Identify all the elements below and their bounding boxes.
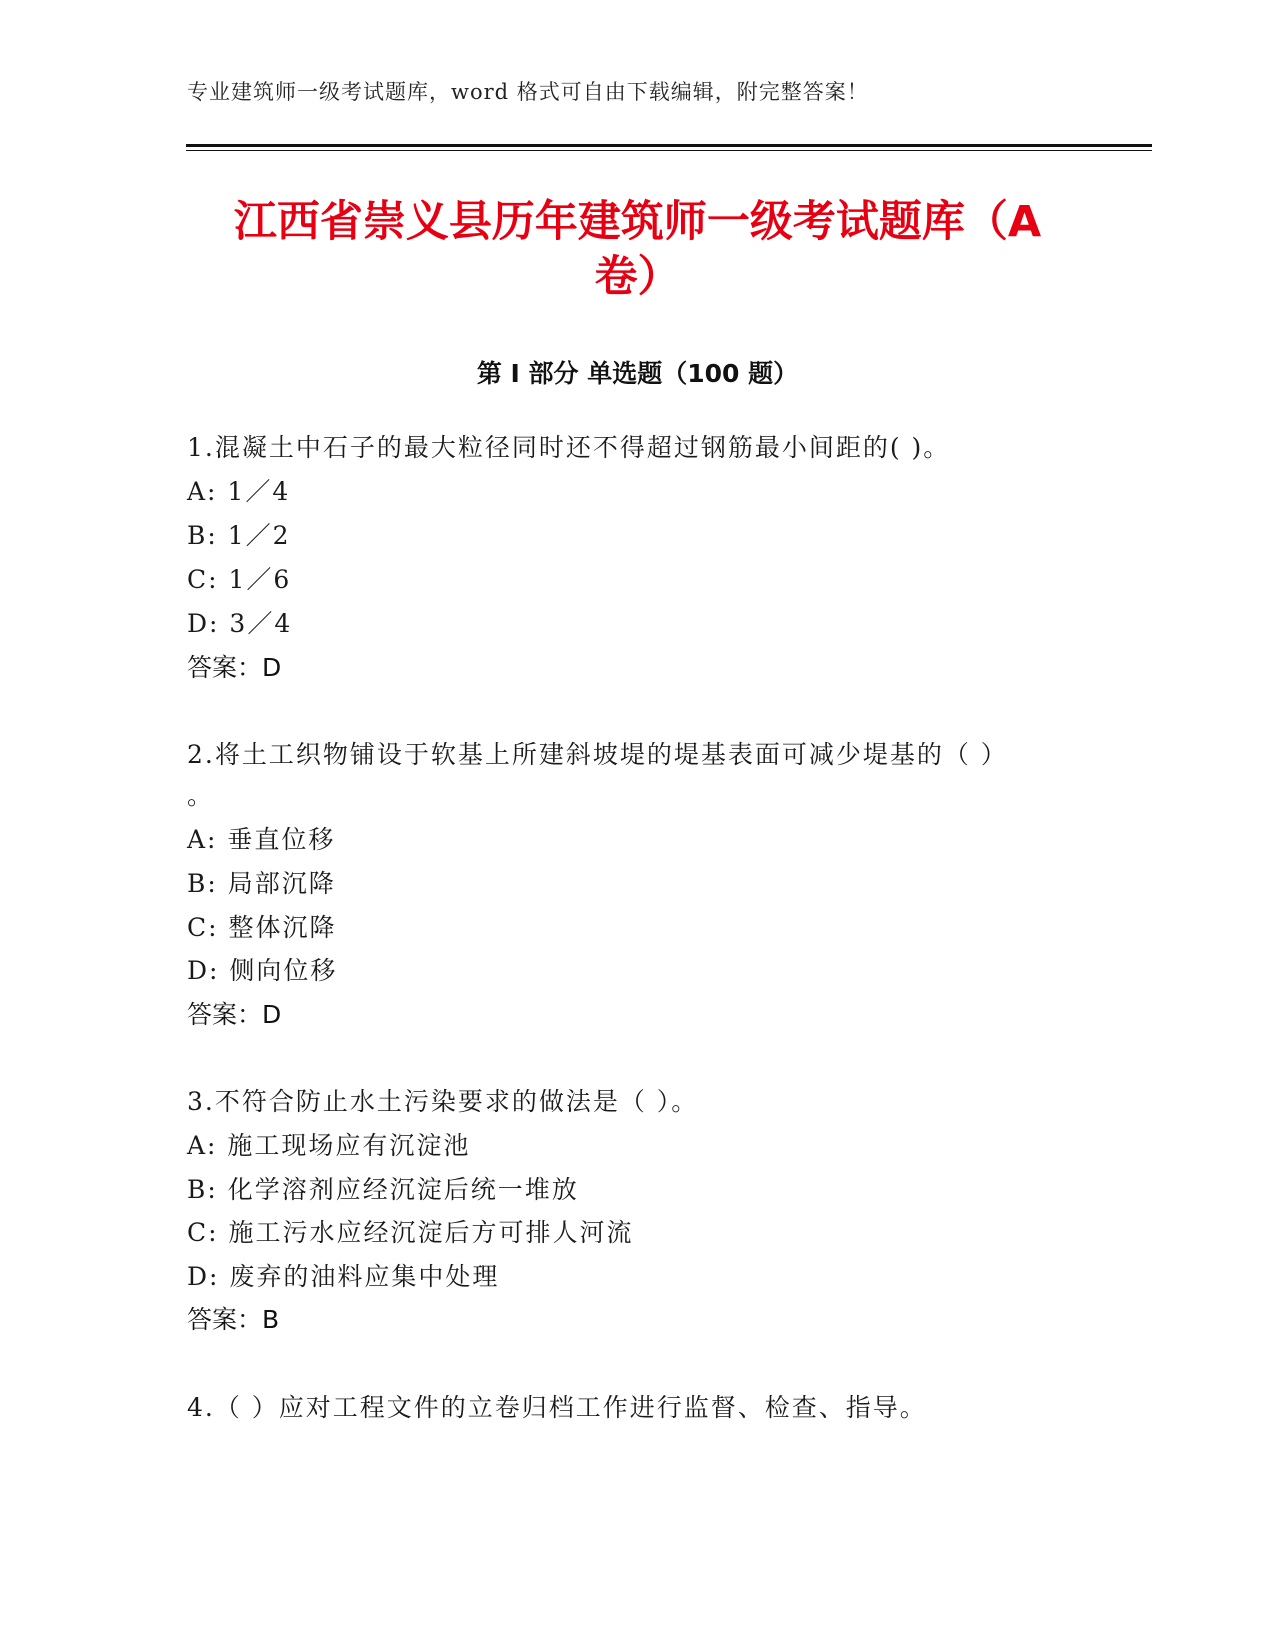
document-title-line-2: 卷） [594, 252, 681, 302]
header-rule-thin [186, 150, 1152, 151]
question-3-stem: 3.不符合防止水土污染要求的做法是（ ）。 [187, 1087, 699, 1116]
question-2-option-a: A: 垂直位移 [187, 825, 336, 854]
question-2-option-d: D: 侧向位移 [187, 956, 338, 985]
question-1-stem: 1.混凝土中石子的最大粒径同时还不得超过钢筋最小间距的( )。 [187, 433, 951, 462]
question-2-stem: 2.将土工织物铺设于软基上所建斜坡堤的堤基表面可减少堤基的（ ） [187, 740, 1008, 769]
question-4-stem: 4.（ ）应对工程文件的立卷归档工作进行监督、检查、指导。 [187, 1393, 927, 1422]
question-1-option-a: A: 1／4 [187, 477, 291, 506]
question-1-answer: 答案：D [187, 653, 282, 682]
document-title-line-1: 江西省崇义县历年建筑师一级考试题库（A [233, 197, 1042, 247]
question-3-answer: 答案：B [187, 1305, 280, 1334]
header-note: 专业建筑师一级考试题库，word 格式可自由下载编辑，附完整答案！ [187, 80, 869, 104]
question-1-option-c: C: 1／6 [187, 565, 292, 594]
question-1-option-d: D: 3／4 [187, 609, 293, 638]
question-3-option-a: A: 施工现场应有沉淀池 [187, 1131, 471, 1160]
question-3-option-d: D: 废弃的油料应集中处理 [187, 1262, 500, 1291]
question-2-option-c: C: 整体沉降 [187, 913, 337, 942]
header-rule-thick [186, 144, 1152, 147]
question-3-option-b: B: 化学溶剂应经沉淀后统一堆放 [187, 1175, 579, 1204]
question-1-option-b: B: 1／2 [187, 521, 291, 550]
question-2-stem-continued: 。 [187, 781, 215, 810]
section-title: 第 I 部分 单选题（100 题） [476, 359, 799, 388]
question-2-option-b: B: 局部沉降 [187, 869, 336, 898]
question-2-answer: 答案：D [187, 1000, 282, 1029]
question-3-option-c: C: 施工污水应经沉淀后方可排人河流 [187, 1218, 634, 1247]
document-title [150, 195, 1125, 305]
